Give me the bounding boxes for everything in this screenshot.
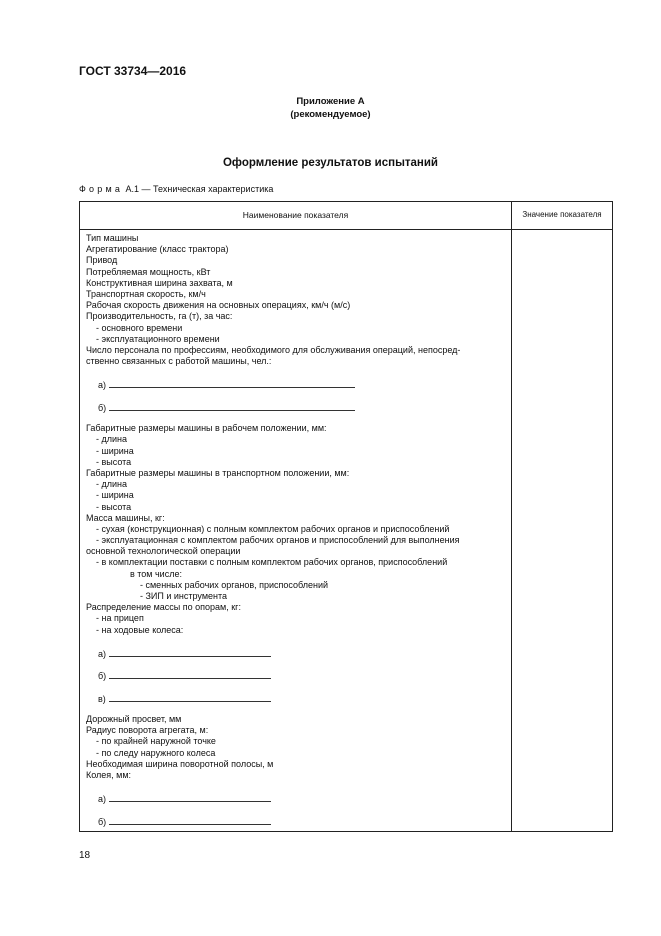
fill-line <box>109 692 271 702</box>
table-row: Рабочая скорость движения на основных операциях, км/ч (м/с) <box>86 300 351 311</box>
table-row: Потребляемая мощность, кВт <box>86 266 211 277</box>
fill-line <box>109 669 271 679</box>
table-row: - на прицеп <box>96 613 144 624</box>
blank-entry <box>86 692 510 703</box>
table-row: Транспортная скорость, км/ч <box>86 288 206 299</box>
table-row: - в комплектации поставки с полным комплектом рабочих органов, приспособлений <box>96 557 448 568</box>
entry-label: а) <box>98 648 107 659</box>
table-row: Габаритные размеры машины в транспортном положении, мм: <box>86 467 350 478</box>
form-caption-text: А.1 — Техническая характеристика <box>123 184 274 194</box>
table-row: Дорожный просвет, мм <box>86 714 182 725</box>
table-row: Масса машины, кг: <box>86 512 165 523</box>
fill-line <box>109 401 355 411</box>
table-row: - сменных рабочих органов, приспособлений <box>140 579 329 590</box>
table-row: - на ходовые колеса: <box>96 624 184 635</box>
table-row: - высота <box>96 501 132 512</box>
table-row: Агрегатирование (класс трактора) <box>86 244 229 255</box>
table-row: Габаритные размеры машины в рабочем положении, мм: <box>86 423 327 434</box>
appendix-status: (рекомендуемое) <box>290 109 371 120</box>
table-row: Привод <box>86 255 118 266</box>
table-row: Радиус поворота агрегата, м: <box>86 725 209 736</box>
table-row: Производительность, га (т), за час: <box>86 311 233 322</box>
entry-label: б) <box>98 816 107 827</box>
table-row: - длина <box>96 434 128 445</box>
table-row: - ЗИП и инструмента <box>140 591 228 601</box>
blank-entry <box>86 815 510 826</box>
table-row: Тип машины <box>86 233 139 243</box>
table-row: - эксплуатационная с комплектом рабочих органов и приспособлений для выполнения <box>96 535 460 546</box>
blank-entry <box>86 792 510 803</box>
table-row: Число персонала по профессиям, необходимого для обслуживания операций, непосред- <box>86 344 461 355</box>
entry-label: б) <box>98 671 107 682</box>
table-row: основной технологической операции <box>86 546 241 557</box>
fill-line <box>109 792 271 802</box>
appendix-title: Приложение А <box>296 96 365 107</box>
table-row: Необходимая ширина поворотной полосы, м <box>86 758 274 769</box>
fill-line <box>109 647 271 657</box>
fill-line <box>109 378 355 388</box>
table-row: - длина <box>96 479 128 490</box>
blank-entry <box>86 401 510 412</box>
spec-table <box>79 201 613 832</box>
table-row: - эксплуатационного времени <box>96 333 220 344</box>
table-row: - сухая (конструкционная) с полным комплектом рабочих органов и приспособлений <box>96 523 450 534</box>
table-row: Конструктивная ширина захвата, м <box>86 277 233 288</box>
table-row: Распределение массы по опорам, кг: <box>86 602 241 613</box>
entry-label: а) <box>98 794 107 805</box>
section-title: Оформление результатов испытаний <box>222 157 439 169</box>
entry-label: в) <box>98 693 106 704</box>
table-row: - основного времени <box>96 322 183 333</box>
standard-header: ГОСТ 33734—2016 <box>79 64 187 78</box>
column-header-name: Наименование показателя <box>242 210 349 220</box>
table-row: - по следу наружного колеса <box>96 747 216 758</box>
blank-entry <box>86 647 510 658</box>
fill-line <box>109 815 271 825</box>
entry-label: а) <box>98 380 107 391</box>
table-row: - ширина <box>96 490 134 501</box>
table-row: Колея, мм: <box>86 770 132 780</box>
table-body <box>86 233 510 826</box>
blank-entry <box>86 378 510 389</box>
form-prefix: Форма <box>79 184 124 194</box>
table-row: - ширина <box>96 445 134 456</box>
blank-entry <box>86 669 510 680</box>
column-header-value: Значение показателя <box>522 210 602 219</box>
table-row: - по крайней наружной точке <box>96 736 216 747</box>
table-row: ственно связанных с работой машины, чел.: <box>86 356 272 367</box>
column-divider <box>511 202 512 831</box>
table-row: в том числе: <box>130 568 182 579</box>
table-row: - высота <box>96 456 132 467</box>
entry-label: б) <box>98 402 107 413</box>
page-number: 18 <box>79 850 91 861</box>
form-caption <box>79 184 273 194</box>
